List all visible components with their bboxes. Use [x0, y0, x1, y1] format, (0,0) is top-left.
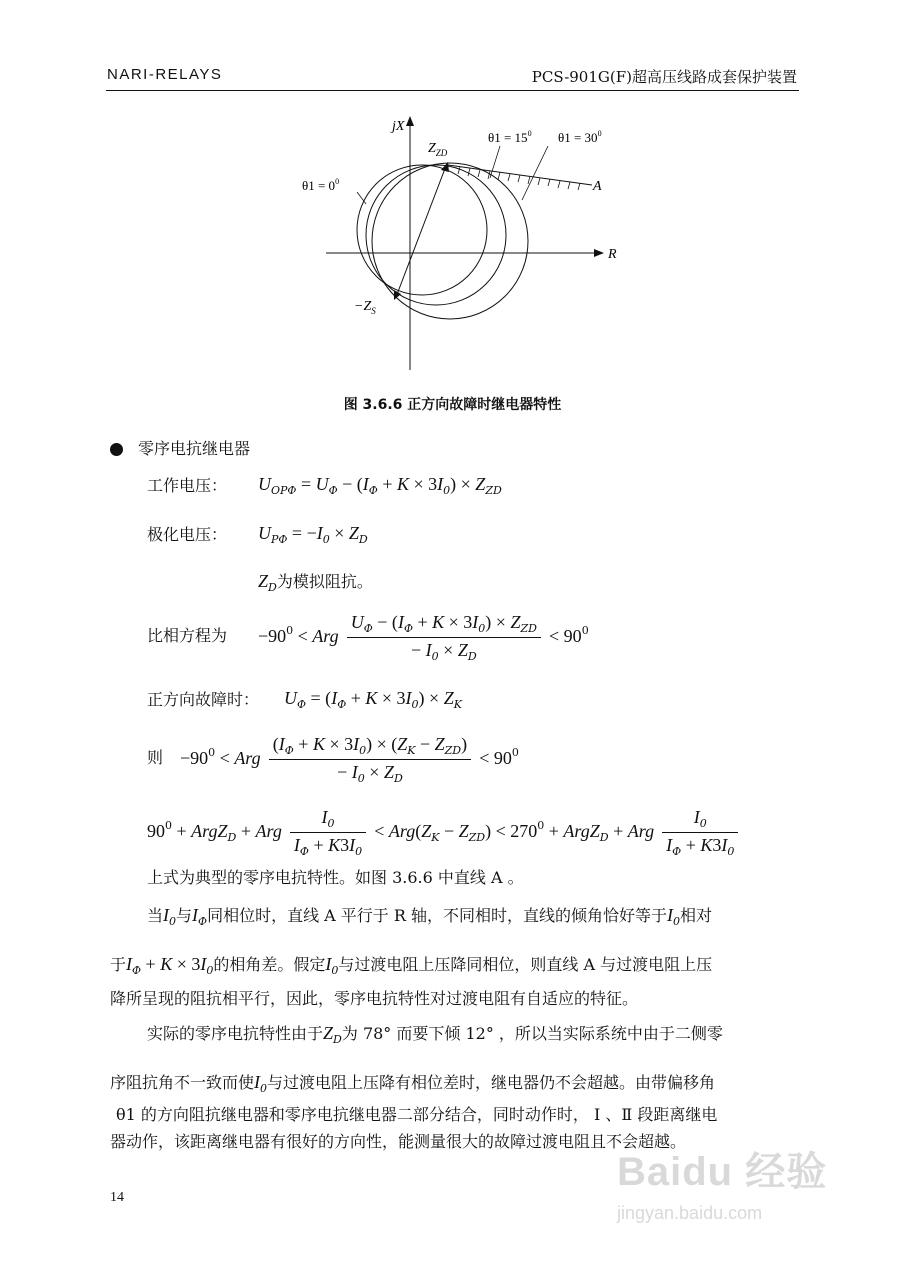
paragraph-1: 上式为典型的零序电抗特性。如图 3.6.6 中直线 A 。 — [147, 868, 524, 887]
then-formula: $-90^0$ < Arg $\frac{(I_\Phi + K \times 3I_0) \times (Z_K - Z_{ZD})}{- I_0 \times Z_D}$ < $90^0$ — [180, 734, 519, 785]
section-title: 零序电抗继电器 — [138, 439, 251, 458]
jx-axis-arrow — [406, 116, 414, 126]
label-jx: jX — [392, 119, 405, 134]
line-a-hatching — [458, 167, 580, 190]
range-formula: $90^0$ + ArgZ$_D$ + Arg $\frac{I_0}{I_\Phi + K3I_0}$ < $Arg(Z_K - Z_{ZD}) < 270^0$ + ArgZ$_D$ + Arg $\frac{I_0}{I_\Phi + K3I_0}$ — [147, 807, 741, 858]
label-a: A — [593, 179, 602, 194]
header-right: PCS-901G(F)超高压线路成套保护装置 — [531, 68, 797, 86]
r-axis-arrow — [594, 249, 604, 257]
compare-formula: $-90^0$ < Arg $\frac{U_\Phi - (I_\Phi + K \times 3I_0) \times Z_{ZD}}{- I_0 \times Z_D}$ < $90^0$ — [258, 612, 589, 663]
label-r: R — [608, 247, 617, 262]
paragraph-5: 实际的零序电抗特性由于$Z_D$为 78° 而要下倾 12° ，所以当实际系统中由于二侧零 — [147, 1023, 723, 1046]
label-theta-30: $\theta 1 = 30^0$ — [558, 129, 602, 145]
paragraph-4: 降所呈现的阻抗相平行，因此，零序电抗特性对过渡电阻有自适应的特征。 — [110, 989, 639, 1008]
label-theta-15: $\theta 1 = 15^0$ — [488, 129, 532, 145]
paragraph-7: θ1 的方向阻抗继电器和零序电抗继电器二部分结合，同时动作时， Ⅰ 、Ⅱ 段距离继电 — [116, 1105, 718, 1124]
bullet — [110, 443, 123, 456]
zzd-vector — [396, 166, 446, 297]
leader-theta-15 — [490, 146, 500, 178]
circle-theta-15 — [366, 165, 506, 305]
header-left: NARI-RELAYS — [107, 66, 223, 83]
header-rule — [106, 90, 799, 91]
watermark-url: jingyan.baidu.com — [617, 1203, 763, 1223]
then-label: 则 — [147, 748, 164, 767]
paragraph-3: 于$I_\Phi + K \times 3I_0$的相角差。假定$I_0$与过渡电阻上压降同相位，则直线 A 与过渡电阻上压 — [110, 954, 713, 977]
figure-caption: 图 3.6.6 正方向故障时继电器特性 — [343, 397, 562, 413]
watermark-brand: Baidu 经验 — [617, 1150, 828, 1194]
label-zs: $-Z_S$ — [354, 299, 376, 316]
paragraph-8: 器动作，该距离继电器有很好的方向性，能测量很大的故障过渡电阻且不会超越。 — [110, 1132, 687, 1151]
forward-fault-formula: $U_\Phi = (I_\Phi + K \times 3I_0) \times Z_K$ — [284, 688, 462, 711]
paragraph-2: 当$I_0$与$I_\Phi$同相位时，直线 A 平行于 R 轴，不同相时，直线的倾角恰好等于$I_0$相对 — [147, 905, 713, 928]
page-number: 14 — [110, 1190, 124, 1205]
work-voltage-formula: $U_{OP\Phi} = U_\Phi - (I_\Phi + K \times 3I_0) \times Z_{ZD}$ — [258, 474, 502, 497]
compare-label: 比相方程为 — [147, 626, 228, 645]
forward-fault-label: 正方向故障时： — [147, 690, 260, 709]
baidu-watermark — [617, 1140, 847, 1250]
label-theta-0: $\theta 1 = 0^0$ — [302, 177, 340, 193]
polar-voltage-label: 极化电压： — [147, 525, 228, 544]
paragraph-6: 序阻抗角不一致而使$I_0$与过渡电阻上压降有相位差时，继电器仍不会超越。由带偏移角 — [110, 1072, 716, 1095]
label-zzd: $Z_{ZD}$ — [428, 141, 448, 158]
relay-characteristic-diagram — [300, 110, 640, 380]
polar-voltage-formula: $U_{P\Phi} = -I_0 \times Z_D$ — [258, 523, 368, 546]
leader-theta-30 — [522, 146, 548, 200]
zd-note: $Z_D$为模拟阻抗。 — [258, 571, 373, 594]
leader-theta-0 — [357, 192, 366, 204]
work-voltage-label: 工作电压： — [147, 476, 228, 495]
